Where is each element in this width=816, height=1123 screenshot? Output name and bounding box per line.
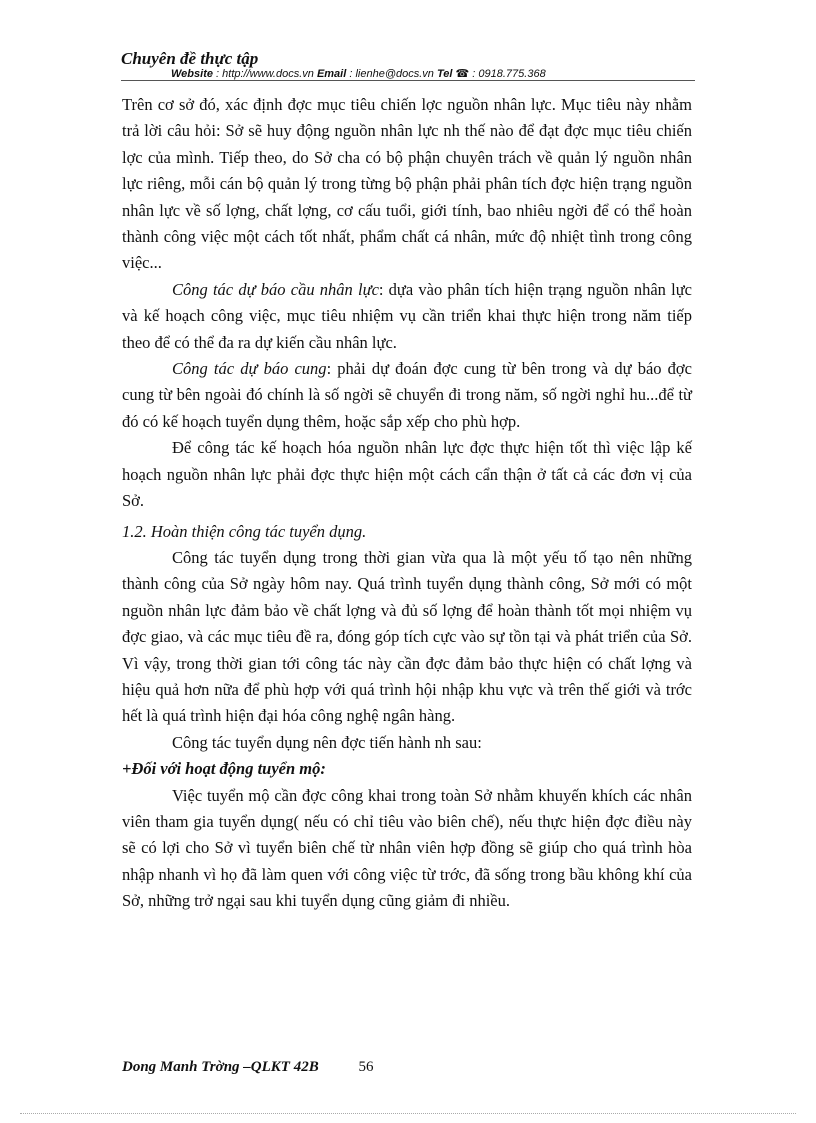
document-title: Chuyên đề thực tập	[121, 49, 259, 68]
footer-author: Dong Manh Trờng –QLKT 42B	[122, 1059, 319, 1075]
tel-label: Tel ☎	[436, 68, 470, 80]
page-bottom-border	[20, 1113, 796, 1114]
page-footer	[122, 1059, 373, 1076]
document-body	[122, 92, 692, 915]
website-label: Website	[171, 68, 213, 80]
header-divider	[121, 80, 695, 81]
email-value: : lienhe@docs.vn	[349, 68, 434, 80]
paragraph-7: Việc tuyển mộ cần đợc công khai trong toàn Sở nhằm khuyến khích các nhân viên tham gia tuyển dụng( nếu có chỉ tiêu vào biên chế), nếu thực hiện đợc điều này sẽ có lợi cho Sở vì tuyển biên chế từ nhân viên hợp đồng sẽ giúp cho quá trình hòa nhập nhanh vì họ đã làm quen với công việc từ trớc, đã sống trong bầu không khí của Sở, những trở ngại sau khi tuyển dụng cũng giảm đi nhiều.	[122, 785, 692, 911]
paragraph-3	[122, 356, 692, 435]
tel-value: : 0918.775.368	[472, 68, 546, 80]
page-number: 56	[358, 1059, 374, 1075]
paragraph-3-text: : phải dự đoán đợc cung từ bên trong và dự báo đợc cung từ bên ngoài đó chính là số ngời sẽ chuyển đi trong năm, số ngời nghỉ hu...để từ đó có kế hoạch tuyển dụng thêm, hoặc sắp xếp cho phù hợp.	[122, 359, 692, 431]
website-value: : http://www.docs.vn	[216, 68, 314, 80]
paragraph-2-label: Công tác dự báo cầu nhân lực	[172, 279, 379, 299]
paragraph-2-text: : dựa vào phân tích hiện trạng nguồn nhân lực và kế hoạch công việc, mục tiêu nhiệm vụ cần triển khai thực hiện trong năm tiếp theo để có thể đa ra dự kiến cầu nhân lực.	[122, 279, 692, 352]
sub-heading: +Đối với hoạt động tuyển mộ:	[122, 759, 326, 779]
email-label: Email	[316, 68, 347, 80]
paragraph-1: Trên cơ sở đó, xác định đợc mục tiêu chiến lợc nguồn nhân lực. Mục tiêu này nhằm trả lời câu hỏi: Sở sẽ huy động nguồn nhân lực nh thế nào để đạt đợc mục tiêu chiến lợc của mình. Tiếp theo, do Sở cha có bộ phận chuyên trách về quản lý nguồn nhân lực riêng, mỗi cán bộ quản lý trong từng bộ phận phải phân tích đợc hiện trạng nguồn nhân lực về số lợng, chất lợng, cơ cấu tuổi, giới tính, bao nhiêu ngời để có thể hoàn thành công việc một cách tốt nhất, phẩm chất cá nhân, mức độ nhiệt tình trong công việc...	[122, 95, 692, 273]
paragraph-6: Công tác tuyển dụng nên đợc tiến hành nh sau:	[172, 732, 482, 752]
paragraph-5: Công tác tuyển dụng trong thời gian vừa qua là một yếu tố tạo nên những thành công của Sở ngày hôm nay. Quá trình tuyển dụng thành công, Sở mới có một nguồn nhân lực đảm bảo về chất lợng và đủ số lợng để hoàn thành tốt mọi nhiệm vụ đợc giao, và các mục tiêu đề ra, đóng góp tích cực vào sự tồn tại và phát triển của Sở. Vì vậy, trong thời gian tới công tác này cần đợc đảm bảo thực hiện có chất lợng và hiệu quả hơn nữa để phù hợp với quá trình hội nhập khu vực và trên thế giới và trớc hết là quá trình hiện đại hóa công nghệ ngân hàng.	[122, 547, 692, 726]
paragraph-4: Để công tác kế hoạch hóa nguồn nhân lực đợc thực hiện tốt thì việc lập kế hoạch nguồn nhân lực phải đợc thực hiện một cách cẩn thận ở tất cả các đơn vị của Sở.	[122, 438, 692, 511]
section-heading: 1.2. Hoàn thiện công tác tuyển dụng.	[122, 521, 367, 541]
paragraph-2	[122, 277, 692, 356]
paragraph-3-label: Công tác dự báo cung	[172, 359, 327, 379]
page-header	[121, 50, 695, 81]
